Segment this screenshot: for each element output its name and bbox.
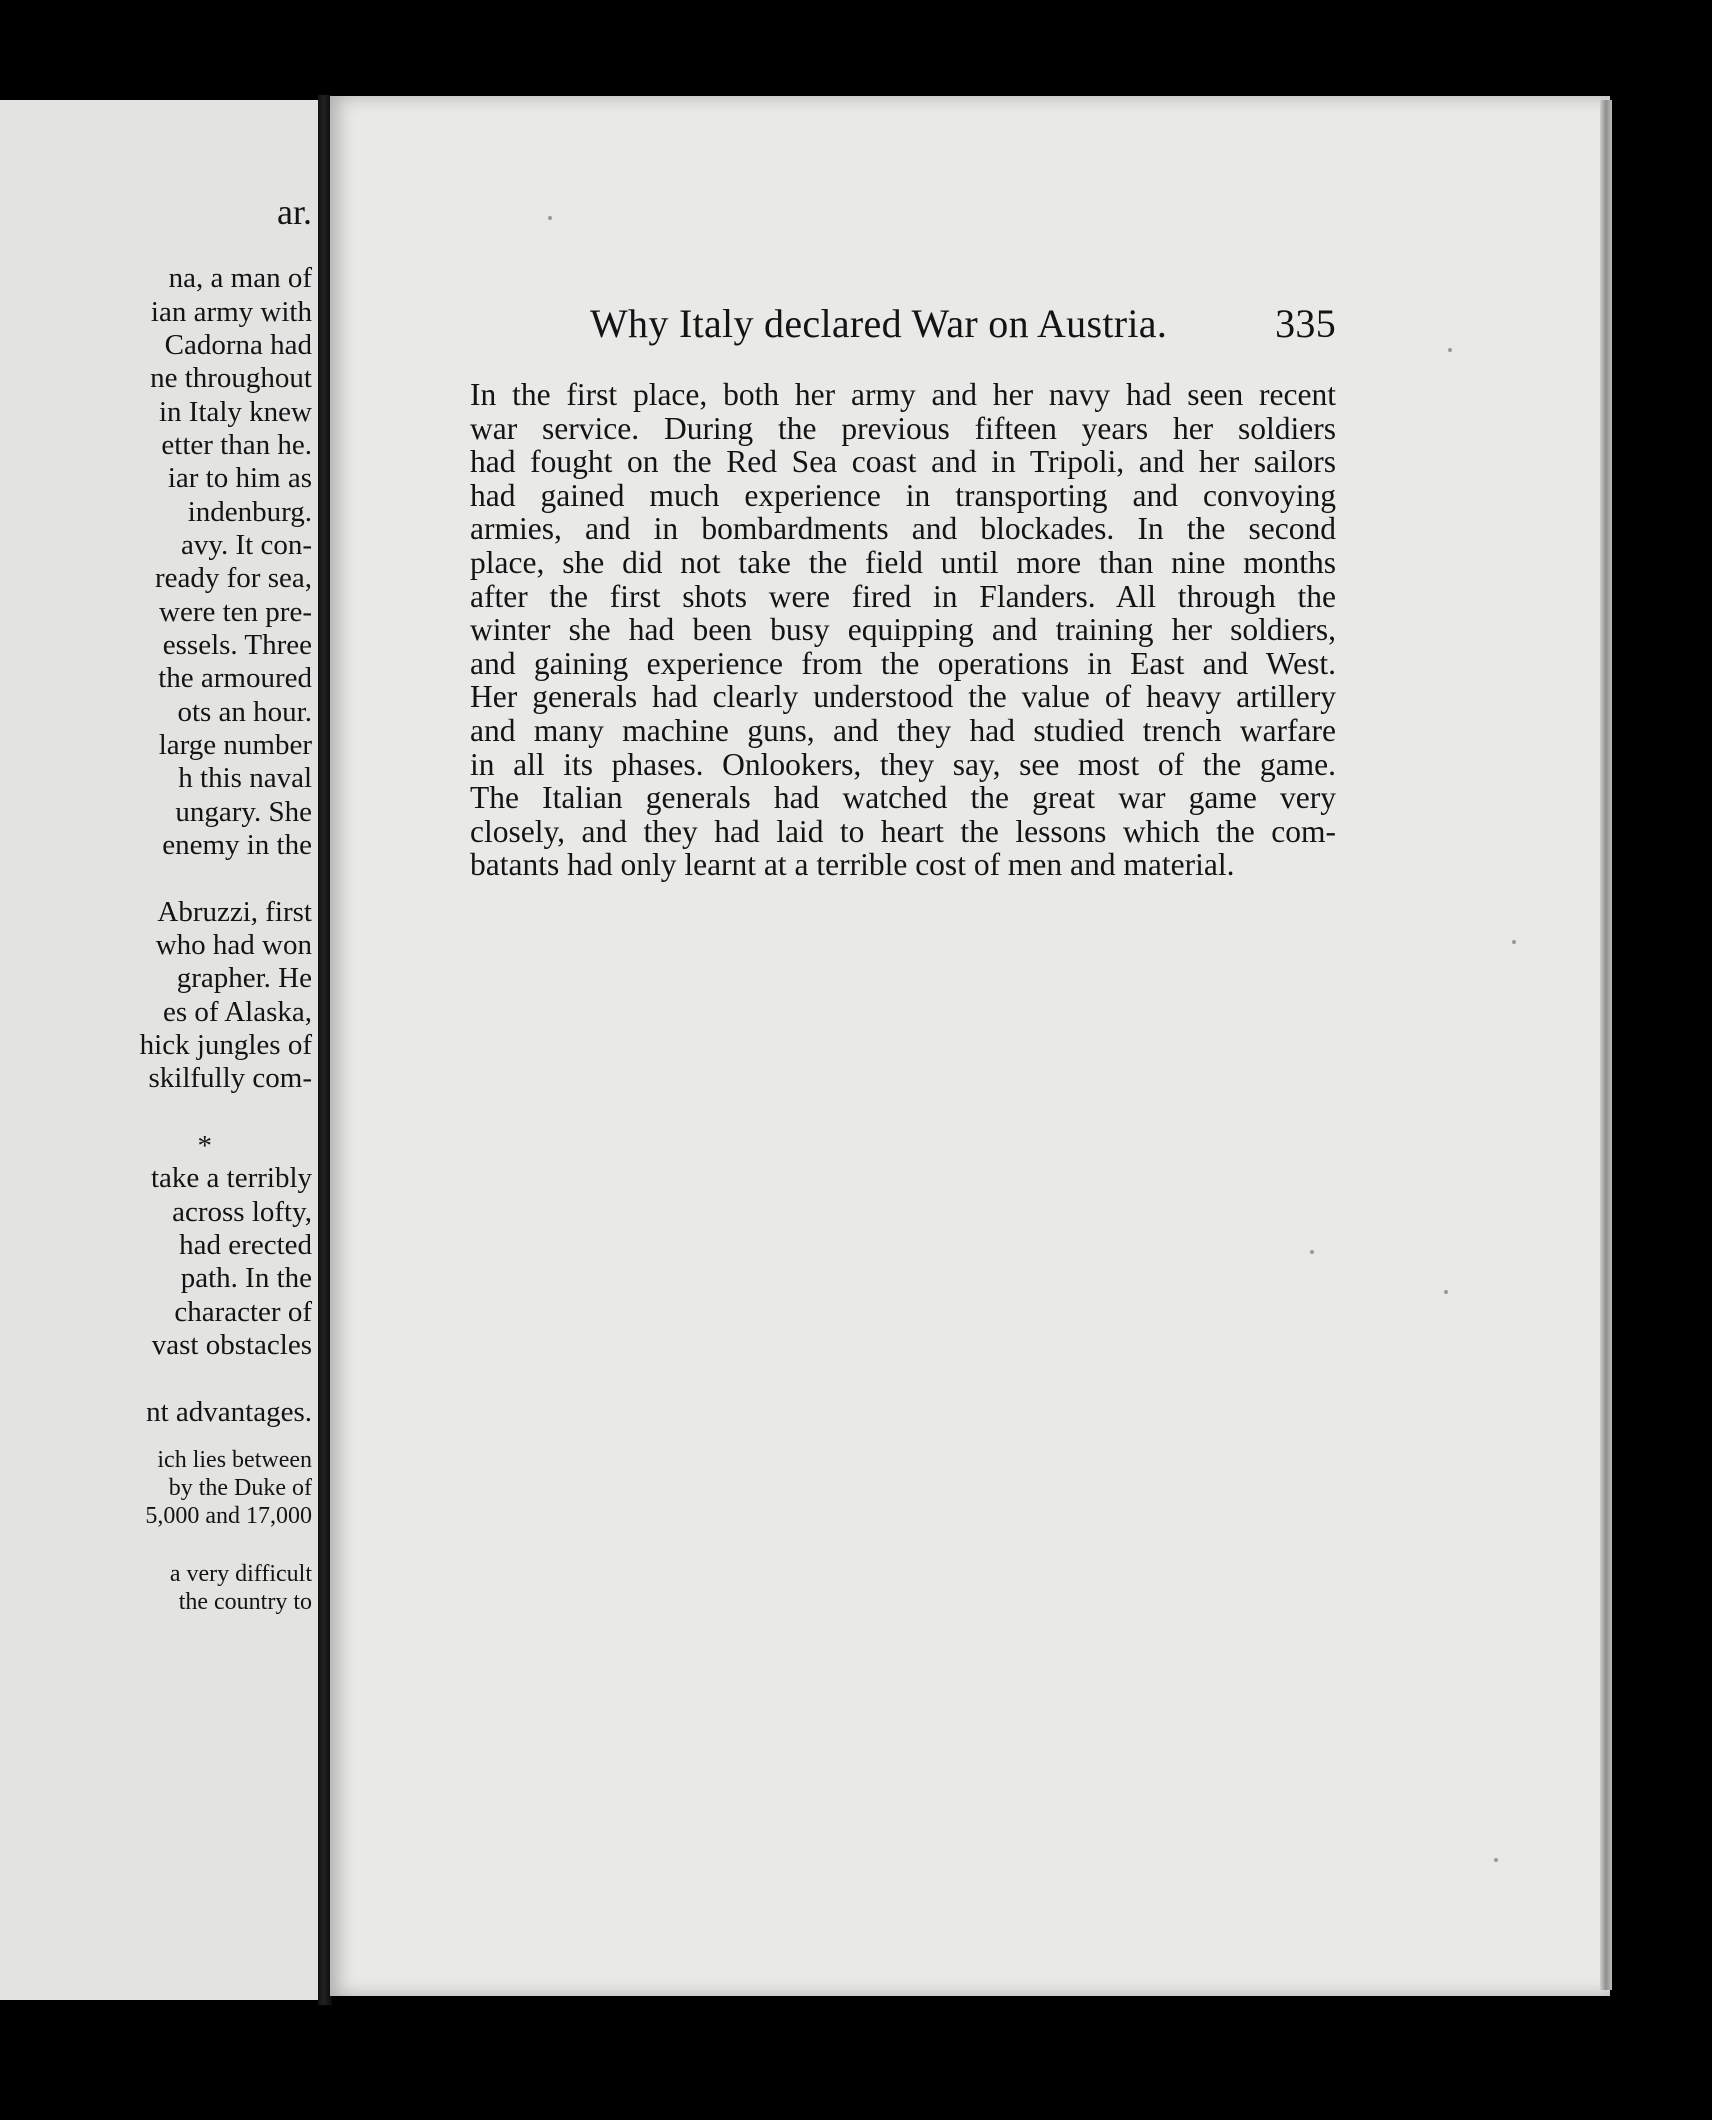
text-line: and gaining experience from the operations in East and West. [470,645,1336,681]
facing-text-line: a very difficult [169,1561,312,1587]
facing-text-line: ian army with [150,296,312,328]
paper-speck [1444,1290,1448,1294]
facing-text-line: the armoured [158,662,312,694]
facing-text-line: ich lies between [157,1447,312,1473]
facing-text-line: Cadorna had [164,329,312,361]
facing-text-line: take a terribly [150,1162,312,1194]
paper-speck [548,216,552,220]
facing-text-line: across lofty, [172,1196,312,1228]
text-line: armies, and in bombardments and blockades. In the second [470,511,1336,547]
facing-text-line: nt advantages. [146,1396,312,1428]
facing-text-line: ots an hour. [177,696,312,728]
body-paragraph [470,378,1336,882]
facing-text-line: essels. Three [162,629,312,661]
text-line: Her generals had clearly understood the value of heavy artillery [470,679,1336,715]
paper-speck [1310,1250,1314,1254]
text-line: in all its phases. Onlookers, they say, see most of the game. [470,746,1336,782]
facing-text-line: avy. It con- [181,529,312,561]
facing-text-line: * [197,1130,212,1162]
facing-text-line: skilfully com- [148,1062,312,1094]
facing-text-line: 5,000 and 17,000 [145,1503,312,1529]
text-line: place, she did not take the field until more than nine months [470,544,1336,580]
text-line: after the first shots were fired in Flanders. All through the [470,578,1336,614]
facing-text-line: ar. [277,192,312,232]
facing-text-line: es of Alaska, [163,996,312,1028]
facing-text-line: were ten pre- [159,596,312,628]
facing-text-line: ne throughout [150,362,312,394]
facing-text-line: by the Duke of [168,1475,312,1501]
facing-text-line: character of [174,1296,312,1328]
facing-page-left [0,100,322,2000]
facing-text-line: ready for sea, [155,562,312,594]
page-number: 335 [1275,301,1336,346]
text-line: and many machine guns, and they had studied trench warfare [470,712,1336,748]
facing-text-line: vast obstacles [151,1329,312,1361]
text-line: batants had only learnt at a terrible cost of men and material. [470,847,1235,883]
paper-speck [1512,940,1516,944]
running-head-title: Why Italy declared War on Austria. [590,301,1168,346]
paper-speck [1494,1858,1498,1862]
facing-text-line: ungary. She [175,796,312,828]
facing-text-line: in Italy knew [158,396,312,428]
facing-text-line: path. In the [180,1262,312,1294]
facing-text-line: indenburg. [187,496,312,528]
text-line: closely, and they had laid to heart the lessons which the com- [470,813,1336,849]
facing-text-line: Abruzzi, first [157,896,312,928]
text-line: had gained much experience in transporting and convoying [470,477,1336,513]
facing-text-line: h this naval [178,762,312,794]
text-line: war service. During the previous fifteen years her soldiers [470,410,1336,446]
facing-text-line: large number [158,729,312,761]
facing-text-line: the country to [178,1589,312,1615]
facing-text-line: enemy in the [162,829,312,861]
text-line: winter she had been busy equipping and training her soldiers, [470,612,1336,648]
facing-text-line: had erected [179,1229,312,1261]
facing-text-line: grapher. He [176,962,312,994]
facing-text-line: who had won [155,929,312,961]
paper-speck [1448,348,1452,352]
text-line: In the first place, both her army and her navy had seen recent [470,377,1336,412]
facing-text-line: hick jungles of [139,1029,312,1061]
facing-text-line: etter than he. [161,429,312,461]
page-edge [1600,100,1612,1990]
text-line: had fought on the Red Sea coast and in Tripoli, and her sailors [470,444,1336,480]
facing-text-line: na, a man of [168,262,312,294]
facing-text-line: iar to him as [167,462,312,494]
text-line: The Italian generals had watched the great war game very [470,780,1336,816]
